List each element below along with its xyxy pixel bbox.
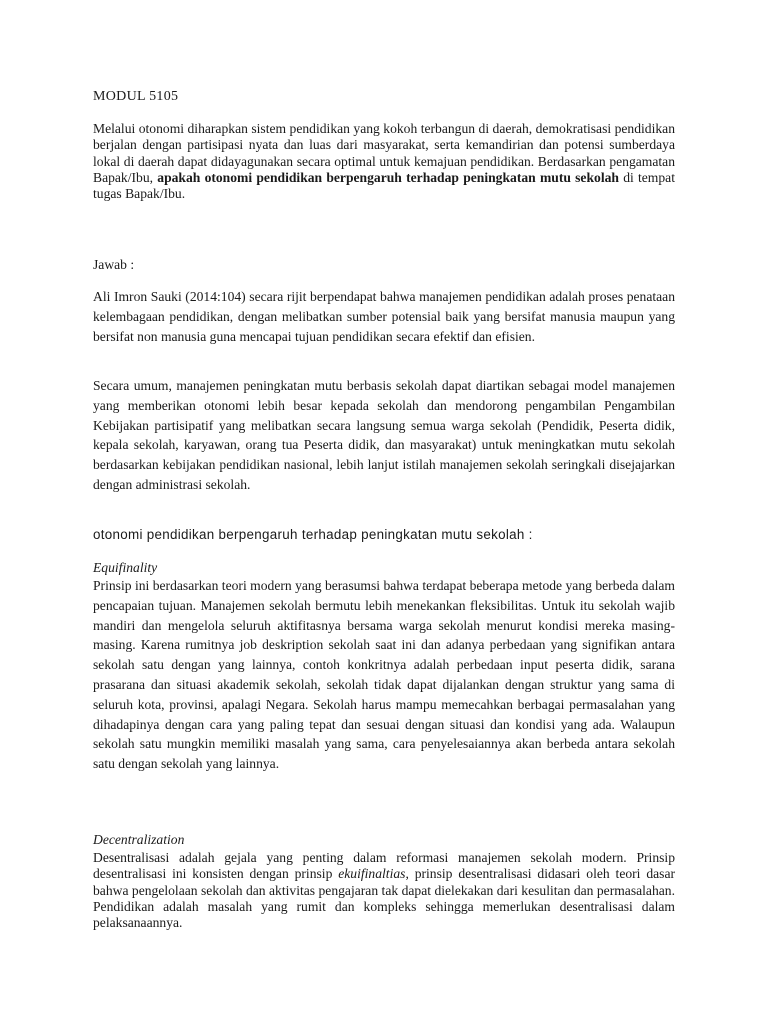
- decentralization-italic-term: ekuifinaltias: [338, 866, 406, 882]
- question-bold-text: apakah otonomi pendidikan berpengaruh terhadap peningkatan mutu sekolah: [157, 169, 619, 185]
- section-title-decentralization: Decentralization: [93, 832, 185, 847]
- question-paragraph: [93, 121, 675, 202]
- section-title-equifinality: Equifinality: [93, 560, 158, 575]
- answer-paragraph-2: Secara umum, manajemen peningkatan mutu berbasis sekolah dapat diartikan sebagai model manajemen yang memberikan otonomi lebih besar kepada sekolah dan mendorong pengambilan Pengambilan Kebijakan partisipatif yang melibatkan secara langsung semua warga sekolah (Pendidik, Peserta didik, kepala sekolah, karyawan, orang tua Peserta didik, dan masyarakat) untuk meningkatkan mutu sekolah berdasarkan kebijakan pendidikan nasional, lebih lanjut istilah manajemen sekolah seringkali disejajarkan dengan administrasi sekolah.: [93, 378, 675, 492]
- decentralization-text: Desentralisasi adalah gejala yang penting dalam reformasi manajemen sekolah modern. Prinsip desentralisasi ini konsisten dengan prinsip: [93, 850, 675, 882]
- module-title: MODUL 5105: [93, 89, 179, 104]
- section-body-equifinality: Prinsip ini berdasarkan teori modern yang berasumsi bahwa terdapat beberapa metode yang berbeda dalam pencapaian tujuan. Manajemen sekolah bermutu lebih menekankan fleksibilitas. Untuk itu sekolah wajib mandiri dan mengelola seluruh aktifitasnya bersama warga sekolah menurut kondisi mereka masing-masing. Karena rumitnya job deskription sekolah saat ini dan adanya perbedaan yang signifikan antara sekolah satu dengan yang lainnya, contoh konkritnya adalah perbedaan input peserta didik, sarana prasarana dan situasi akademik sekolah, sekolah tidak dapat dijalankan dengan struktur yang sama di seluruh kota, provinsi, apalagi Negara. Sekolah harus mampu memecahkan berbagai permasalahan yang dihadapinya dengan cara yang paling tepat dan sesuai dengan situasi dan kondisi yang ada. Walaupun sekolah satu mungkin memiliki masalah yang sama, cara penyelesaiannya akan berbeda antara sekolah satu dengan sekolah yang lainnya.: [93, 578, 675, 772]
- decentralization-text-end: , prinsip desentralisasi didasari oleh teori dasar bahwa pengelolaan sekolah dan aktivitas pengajaran tak dapat dielekakan dari kesulitan dan permasalahan. Pendidikan adalah masalah yang rumit dan kompleks sehingga memerlukan desentralisasi dalam pelaksanaannya.: [93, 866, 675, 931]
- question-text: Melalui otonomi diharapkan sistem pendidikan yang kokoh terbangun di daerah, demokratisasi pendidikan berjalan dengan partisipasi nyata dan luas dari masyarakat, serta kemandirian dan potensi sumberdaya lokal di daerah dapat didayagunakan secara optimal untuk kemajuan pendidikan. Berdasarkan pengamatan Bapak/Ibu,: [93, 121, 675, 185]
- lead-line: otonomi pendidikan berpengaruh terhadap peningkatan mutu sekolah :: [93, 527, 533, 542]
- question-text-end: di tempat tugas Bapak/Ibu.: [93, 169, 675, 202]
- section-body-decentralization: [93, 850, 675, 931]
- answer-label: Jawab :: [93, 257, 135, 272]
- answer-paragraph-1: Ali Imron Sauki (2014:104) secara rijit berpendapat bahwa manajemen pendidikan adalah proses penataan kelembagaan pendidikan, dengan melibatkan sumber potensial baik yang bersifat manusia maupun yang bersifat non manusia guna mencapai tujuan pendidikan secara efektif dan efisien.: [93, 289, 675, 344]
